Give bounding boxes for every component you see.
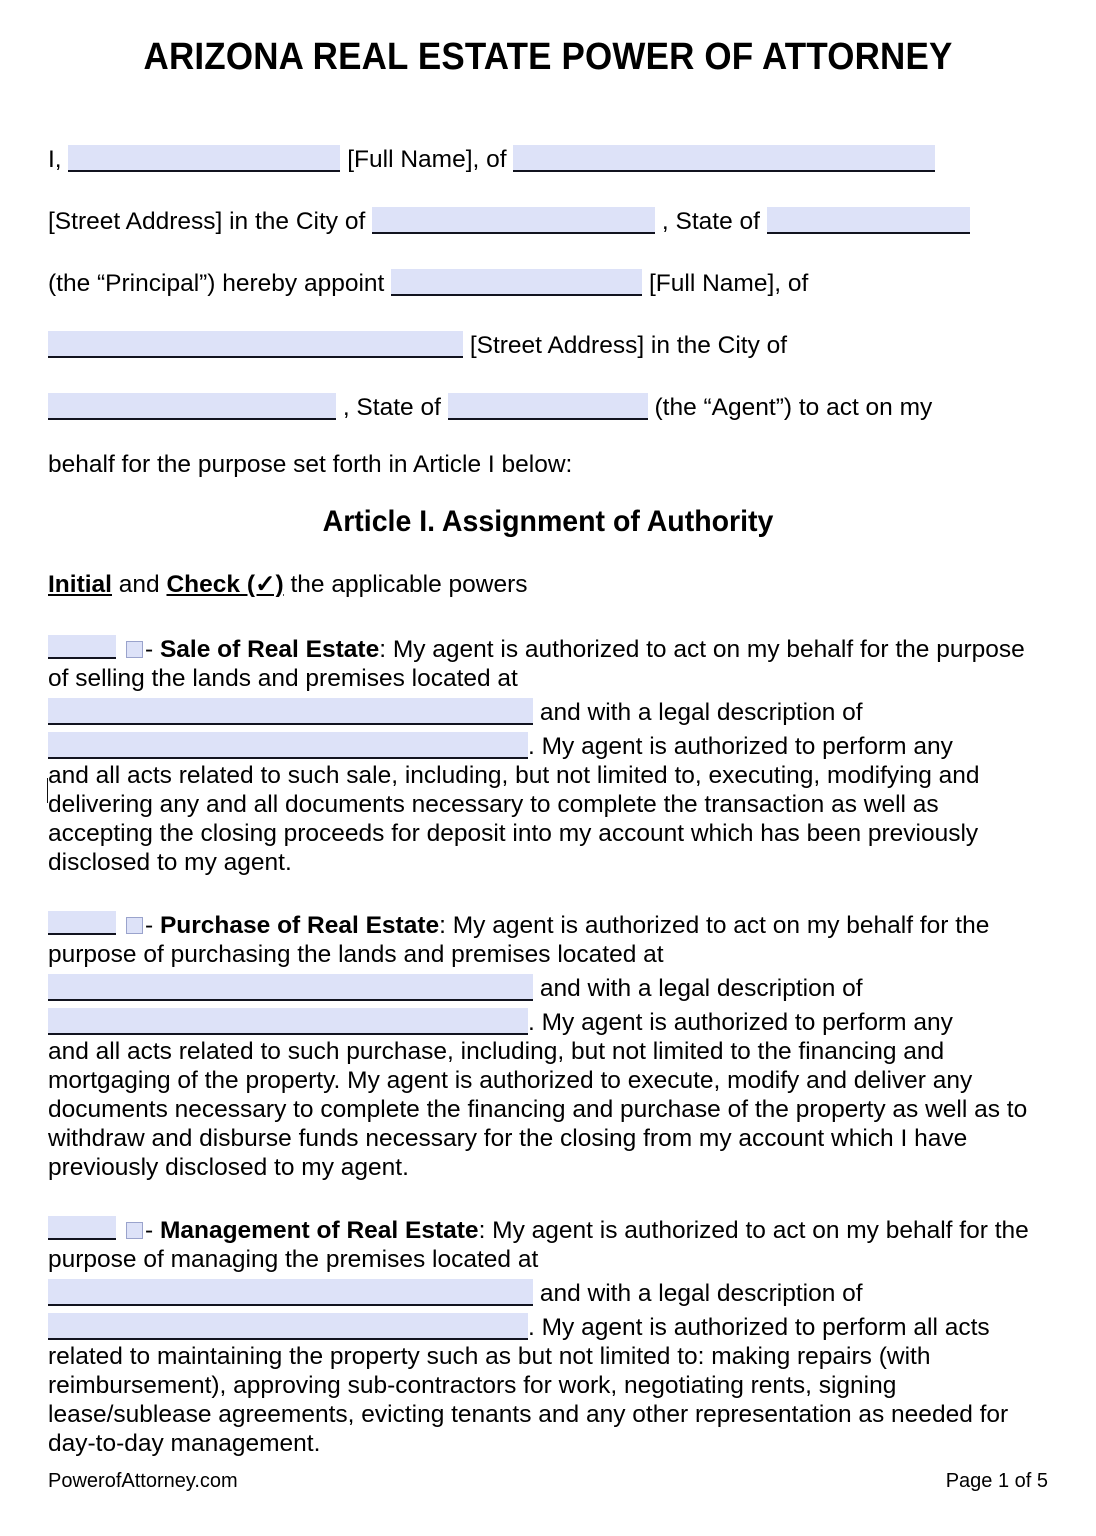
article-heading: Article I. Assignment of Authority bbox=[322, 505, 774, 538]
power-block-purchase bbox=[48, 909, 1048, 1182]
intro-label-i: I, bbox=[48, 146, 62, 173]
power-sale-after: . My agent is authorized to perform any bbox=[528, 733, 953, 760]
power-management-legal-line bbox=[48, 1308, 1048, 1342]
power-sale-dash: - bbox=[145, 636, 160, 663]
power-sale-property-line bbox=[48, 693, 1048, 727]
intro-label-agent-act-on-my: (the “Agent”) to act on my bbox=[654, 394, 933, 421]
power-management-property-line bbox=[48, 1274, 1048, 1308]
agent-city-field[interactable] bbox=[48, 393, 336, 420]
checkbox-purchase[interactable] bbox=[126, 917, 143, 934]
intro-line-1 bbox=[48, 140, 1048, 174]
intro-label-agent-street-city: [Street Address] in the City of bbox=[469, 332, 788, 359]
instruction-and: and bbox=[111, 571, 167, 598]
power-purchase-property-line bbox=[48, 969, 1048, 1003]
page-footer bbox=[48, 1470, 1048, 1493]
principal-street-address-field[interactable] bbox=[513, 145, 935, 172]
principal-city-field[interactable] bbox=[372, 207, 655, 234]
power-management-name: Management of Real Estate bbox=[159, 1217, 479, 1244]
initials-field-sale[interactable] bbox=[48, 635, 116, 659]
agent-street-address-field[interactable] bbox=[48, 331, 463, 358]
agent-full-name-field[interactable] bbox=[391, 269, 642, 296]
principal-state-field[interactable] bbox=[767, 207, 970, 234]
principal-full-name-field[interactable] bbox=[68, 145, 340, 172]
document-body bbox=[48, 140, 1048, 1490]
power-management-colon: : bbox=[478, 1217, 486, 1244]
initial-keyword: Initial bbox=[48, 571, 112, 598]
power-purchase-desc: My agent is authorized to act on my behalf for the purpose of purchasing the lands and premises located at bbox=[48, 912, 990, 968]
text-cursor bbox=[47, 778, 48, 803]
power-management-mid: and with a legal description of bbox=[539, 1280, 863, 1307]
intro-label-state: , State of bbox=[661, 208, 760, 235]
page-title: ARIZONA REAL ESTATE POWER OF ATTORNEY bbox=[143, 36, 953, 78]
property-location-field-sale[interactable] bbox=[48, 698, 533, 725]
footer-site-name: PowerofAttorney.com bbox=[48, 1470, 238, 1492]
intro-label-agent-state: , State of bbox=[342, 394, 441, 421]
property-location-field-management[interactable] bbox=[48, 1279, 533, 1306]
power-sale-name: Sale of Real Estate bbox=[159, 636, 380, 663]
power-management-tail: related to maintaining the property such as but not limited to: making repairs (with reimbursement), approving sub-contractors for work, negotiating rents, signing lease/sublease agreements, evicting tenants and any other representation as needed for day-to-day management. bbox=[48, 1343, 1009, 1457]
initials-field-management[interactable] bbox=[48, 1216, 116, 1240]
intro-label-full-name-of: [Full Name], of bbox=[347, 146, 507, 173]
power-sale-colon: : bbox=[379, 636, 387, 663]
power-sale-intro bbox=[48, 633, 1048, 693]
power-management-dash: - bbox=[145, 1217, 160, 1244]
power-purchase-dash: - bbox=[145, 912, 160, 939]
intro-line-3 bbox=[48, 264, 1048, 298]
instruction-rest: the applicable powers bbox=[283, 571, 528, 598]
footer-page-number: Page 1 of 5 bbox=[945, 1470, 1048, 1492]
intro-line-4 bbox=[48, 326, 1048, 360]
power-management-intro bbox=[48, 1214, 1048, 1274]
intro-line-5 bbox=[48, 388, 1048, 422]
check-instruction bbox=[48, 570, 1048, 599]
intro-label-principal-appoint: (the “Principal”) hereby appoint bbox=[48, 270, 385, 297]
intro-line-6: behalf for the purpose set forth in Article I below: bbox=[48, 451, 573, 478]
checkbox-sale[interactable] bbox=[126, 641, 143, 658]
property-location-field-purchase[interactable] bbox=[48, 974, 533, 1001]
legal-description-field-management[interactable] bbox=[48, 1313, 528, 1340]
power-block-sale bbox=[48, 633, 1048, 877]
legal-description-field-purchase[interactable] bbox=[48, 1008, 528, 1035]
power-management-after: . My agent is authorized to perform all acts bbox=[528, 1314, 990, 1341]
power-sale-legal-line bbox=[48, 727, 1048, 761]
checkbox-management[interactable] bbox=[126, 1222, 143, 1239]
power-block-management bbox=[48, 1214, 1048, 1458]
power-sale-desc: My agent is authorized to act on my behalf for the purpose of selling the lands and premises located at bbox=[48, 636, 1025, 692]
power-management-desc: My agent is authorized to act on my behalf for the purpose of managing the premises located at bbox=[48, 1217, 1029, 1273]
power-purchase-tail: and all acts related to such purchase, including, but not limited to the financing and mortgaging of the property. My agent is authorized to execute, modify and deliver any documents necessary to complete the financing and purchase of the property as well as to withdraw and disburse funds necessary for the closing from my account which I have previously disclosed to my agent. bbox=[48, 1038, 1028, 1181]
power-purchase-name: Purchase of Real Estate bbox=[159, 912, 440, 939]
power-purchase-colon: : bbox=[439, 912, 446, 939]
power-purchase-intro bbox=[48, 909, 1048, 969]
intro-label-agent-full-name-of: [Full Name], of bbox=[649, 270, 809, 297]
power-sale-mid: and with a legal description of bbox=[539, 699, 863, 726]
legal-description-field-sale[interactable] bbox=[48, 732, 528, 759]
power-sale-tail: and all acts related to such sale, including, but not limited to, executing, modifying and delivering any and all documents necessary to complete the transaction as well as accepting the closing proceeds for deposit into my account which has been previously disclosed to my agent. bbox=[48, 762, 980, 876]
intro-line-2 bbox=[48, 202, 1048, 236]
power-purchase-mid: and with a legal description of bbox=[539, 975, 863, 1002]
agent-state-field[interactable] bbox=[448, 393, 648, 420]
power-purchase-legal-line bbox=[48, 1003, 1048, 1037]
power-purchase-after: . My agent is authorized to perform any bbox=[528, 1009, 953, 1036]
intro-label-street-city: [Street Address] in the City of bbox=[48, 208, 366, 235]
check-keyword: Check (✓) bbox=[166, 571, 284, 598]
initials-field-purchase[interactable] bbox=[48, 911, 116, 935]
